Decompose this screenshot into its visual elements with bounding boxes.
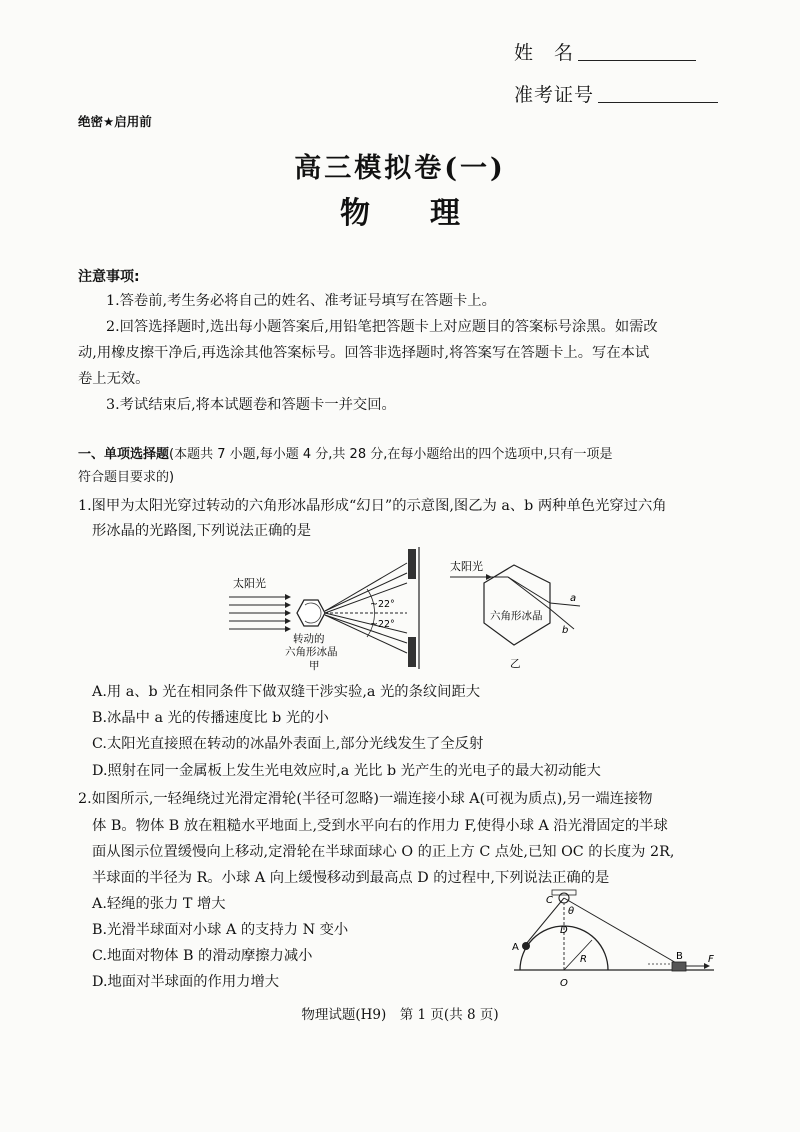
ray-a-label: a	[570, 593, 577, 604]
page-footer: 物理试题(H9) 第 1 页(共 8 页)	[301, 1007, 499, 1023]
label-r: R	[580, 954, 587, 965]
q2-option-a: A.轻绳的张力 T 增大	[92, 896, 226, 912]
label-o: O	[560, 978, 568, 989]
block-b	[672, 962, 686, 971]
secret-mark: 绝密★启用前	[78, 114, 152, 129]
q1-option-c: C.太阳光直接照在转动的冰晶外表面上,部分光线发生了全反射	[92, 736, 484, 752]
inner-ray-a	[508, 577, 550, 603]
q2-option-d: D.地面对半球面的作用力增大	[92, 974, 280, 990]
label-f: F	[708, 954, 714, 965]
q2-stem-line-4: 半球面的半径为 R。小球 A 向上缓慢移动到最高点 D 的过程中,下列说法正确的是	[92, 870, 610, 886]
notice-item-1: 1.答卷前,考生务必将自己的姓名、准考证号填写在答题卡上。	[106, 293, 496, 309]
q1-option-b: B.冰晶中 a 光的传播速度比 b 光的小	[92, 710, 329, 726]
q2-stem-line-1: 2.如图所示,一轻绳绕过光滑定滑轮(半径可忽略)一端连接小球 A(可视为质点),另一端连接物	[78, 791, 653, 807]
section-1-description: (本题共 7 小题,每小题 4 分,共 28 分,在每小题给出的四个选项中,只有一项是	[169, 447, 613, 462]
subject-title: 物 理	[340, 196, 460, 231]
halo-screen-upper	[408, 549, 416, 579]
figure-a-caption: 甲	[309, 660, 320, 672]
q2-stem-line-2: 体 B。物体 B 放在粗糙水平地面上,受到水平向右的作用力 F,使得小球 A 沿光滑固定的半球	[92, 818, 668, 834]
q1-figure-a	[225, 543, 435, 673]
name-blank-line	[578, 60, 696, 61]
sunlight-rays	[229, 597, 285, 629]
section-1-description-line-2: 符合题目要求的)	[78, 470, 175, 485]
q2-option-b: B.光滑半球面对小球 A 的支持力 N 变小	[92, 922, 349, 938]
ball-a	[522, 942, 530, 950]
q2-stem-line-3: 面从图示位置缓慢向上移动,定滑轮在半球面球心 O 的正上方 C 点处,已知 OC 的长度为 2R,	[92, 844, 675, 860]
sunlight-label-2: 太阳光	[450, 560, 483, 573]
angle-label-upper: ~22°	[370, 599, 395, 610]
rope-to-a	[526, 898, 564, 944]
exam-title: 高三模拟卷(一)	[294, 153, 506, 184]
rotating-label-1: 转动的	[293, 633, 325, 645]
figure-b-caption: 乙	[510, 658, 521, 670]
exam-id-field	[514, 80, 718, 107]
q1-stem-line-1: 1.图甲为太阳光穿过转动的六角形冰晶形成“幻日”的示意图,图乙为 a、b 两种单色光穿过六角	[78, 498, 667, 514]
rotating-label-2: 六角形冰晶	[285, 646, 338, 658]
halo-screen-lower	[408, 637, 416, 667]
notice-item-3: 3.考试结束后,将本试题卷和答题卡一并交回。	[106, 397, 396, 413]
label-b: B	[676, 951, 683, 962]
notice-item-2-line-3: 卷上无效。	[78, 371, 150, 387]
label-c: C	[546, 895, 553, 906]
sunlight-label: 太阳光	[233, 577, 266, 590]
exam-id-label: 准考证号	[514, 84, 595, 106]
ray-b-label: b	[562, 625, 569, 636]
q1-option-d: D.照射在同一金属板上发生光电效应时,a 光比 b 光产生的光电子的最大初动能大	[92, 763, 601, 779]
radius-line	[564, 940, 592, 970]
notice-heading: 注意事项:	[78, 269, 140, 285]
exam-id-blank-line	[598, 102, 718, 103]
section-1-heading	[78, 444, 728, 466]
notice-item-2-line-2: 动,用橡皮擦干净后,再选涂其他答案标号。回答非选择题时,将答案写在答题卡上。写在本试	[78, 345, 650, 361]
q2-figure	[508, 888, 720, 990]
sunlight-arrowheads	[285, 594, 291, 632]
inner-ray-b	[508, 577, 550, 609]
notice-item-2-line-1: 2.回答选择题时,选出每小题答案后,用铅笔把答题卡上对应题目的答案标号涂黑。如需改	[106, 319, 658, 335]
q2-option-c: C.地面对物体 B 的滑动摩擦力减小	[92, 948, 313, 964]
label-a: A	[512, 942, 519, 953]
q1-stem-line-2: 形冰晶的光路图,下列说法正确的是	[92, 523, 311, 539]
label-theta: θ	[568, 906, 575, 917]
section-1-title: 一、单项选择题	[78, 447, 170, 462]
q1-option-a: A.用 a、b 光在相同条件下做双缝干涉实验,a 光的条纹间距大	[92, 684, 481, 700]
name-label: 姓 名	[514, 42, 575, 64]
name-field	[514, 38, 696, 65]
q1-figure-b	[446, 553, 586, 671]
angle-label-lower: ~22°	[370, 619, 395, 630]
label-d: D	[560, 925, 568, 936]
hexagon-label: 六角形冰晶	[490, 610, 543, 622]
